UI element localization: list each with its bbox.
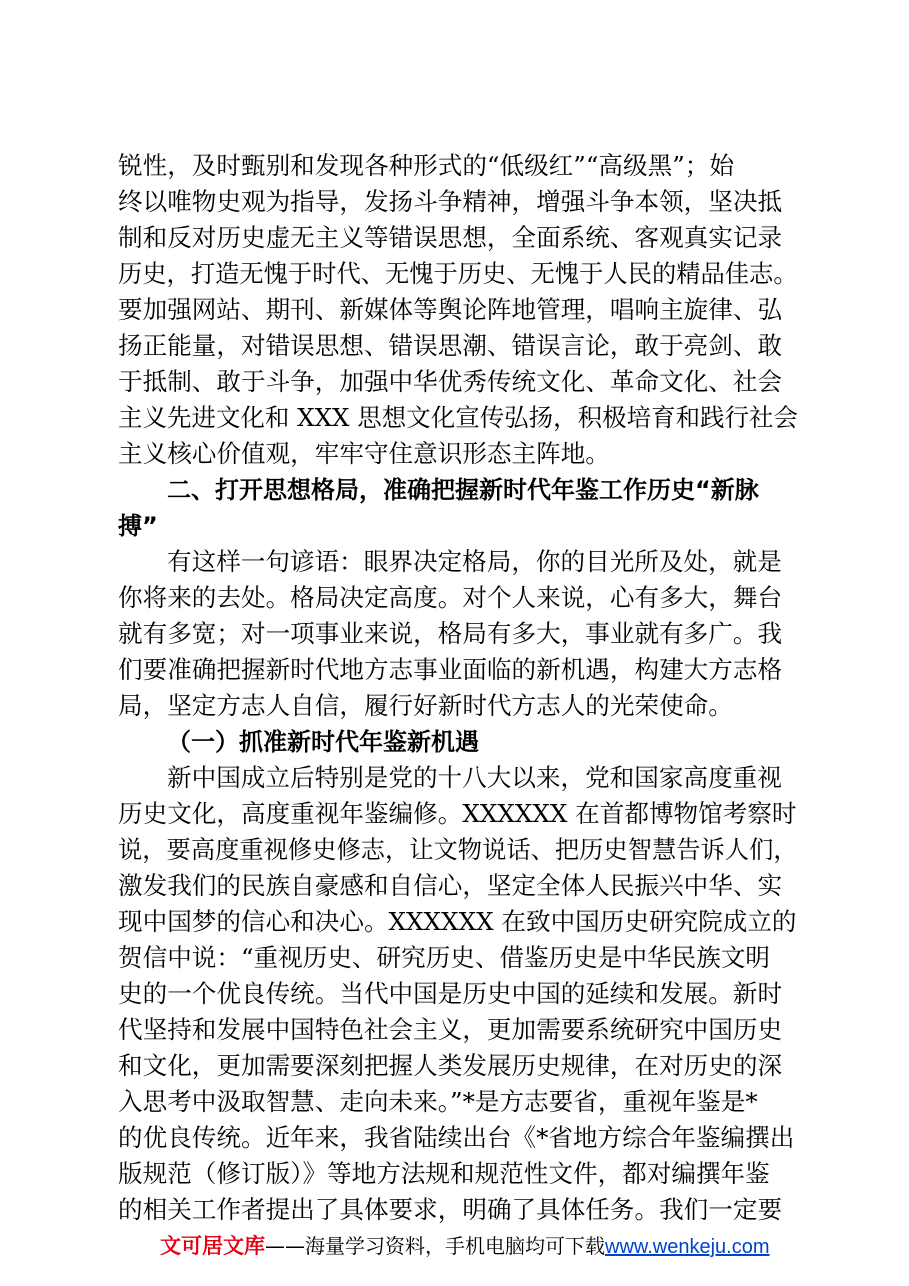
footer-url-link[interactable]: www.wenkeju.com bbox=[605, 1236, 770, 1258]
body-line: 贺信中说：“重视历史、研究历史、借鉴历史是中华民族文明 bbox=[118, 943, 771, 972]
body-line: 和文化，更加需要深刻把握人类发展历史规律，在对历史的深 bbox=[118, 1051, 783, 1080]
body-line: 新中国成立后特别是党的十八大以来，党和国家高度重视 bbox=[167, 763, 782, 792]
body-line: 入思考中汲取智慧、走向未来。”*是方志要省，重视年鉴是* bbox=[118, 1087, 758, 1116]
body-line: 代坚持和发展中国特色社会主义，更加需要系统研究中国历史 bbox=[118, 1015, 783, 1044]
subsection-heading: （一）抓准新时代年鉴新机遇 bbox=[167, 728, 479, 756]
body-line: 制和反对历史虚无主义等错误思想，全面系统、客观真实记录 bbox=[118, 223, 783, 252]
body-line: 主义先进文化和 XXX 思想文化宣传弘扬，积极培育和践行社会 bbox=[118, 403, 799, 432]
body-line: 激发我们的民族自豪感和自信心，坚定全体人民振兴中华、实 bbox=[118, 871, 783, 900]
section-heading-continued: 搏” bbox=[118, 512, 158, 540]
footer-brand: 文可居文库 bbox=[160, 1234, 265, 1258]
footer-tagline: 海量学习资料，手机电脑均可下载 bbox=[305, 1234, 605, 1258]
body-line: 的优良传统。近年来，我省陆续出台《*省地方综合年鉴编撰出 bbox=[118, 1123, 795, 1152]
body-line: 锐性，及时甄别和发现各种形式的“低级红”“高级黑”；始 bbox=[118, 151, 734, 180]
body-line: 版规范（修订版）》等地方法规和规范性文件，都对编撰年鉴 bbox=[118, 1159, 770, 1188]
body-line: 们要准确把握新时代地方志事业面临的新机遇，构建大方志格 bbox=[118, 655, 783, 684]
footer-banner bbox=[160, 1228, 770, 1264]
body-line: 于抵制、敢于斗争，加强中华优秀传统文化、革命文化、社会 bbox=[118, 367, 783, 396]
section-heading: 二、打开思想格局，准确把握新时代年鉴工作历史“新脉 bbox=[167, 476, 759, 504]
body-line: 你将来的去处。格局决定高度。对个人来说，心有多大，舞台 bbox=[118, 583, 783, 612]
body-line: 有这样一句谚语：眼界决定格局，你的目光所及处，就是 bbox=[167, 547, 782, 576]
body-line: 扬正能量，对错误思想、错误思潮、错误言论，敢于亮剑、敢 bbox=[118, 331, 783, 360]
body-line: 说，要高度重视修史修志，让文物说话、把历史智慧告诉人们， bbox=[118, 835, 798, 864]
body-line: 终以唯物史观为指导，发扬斗争精神，增强斗争本领，坚决抵 bbox=[118, 187, 783, 216]
body-line: 的相关工作者提出了具体要求，明确了具体任务。我们一定要 bbox=[118, 1195, 783, 1224]
body-line: 主义核心价值观，牢牢守住意识形态主阵地。 bbox=[118, 439, 610, 468]
body-line: 现中国梦的信心和决心。XXXXXX 在致中国历史研究院成立的 bbox=[118, 907, 797, 936]
footer-dash: —— bbox=[265, 1234, 305, 1258]
body-line: 局，坚定方志人自信，履行好新时代方志人的光荣使命。 bbox=[118, 691, 733, 720]
body-line: 史的一个优良传统。当代中国是历史中国的延续和发展。新时 bbox=[118, 979, 783, 1008]
body-line: 历史文化，高度重视年鉴编修。XXXXXX 在首都博物馆考察时 bbox=[118, 799, 797, 828]
body-line: 就有多宽；对一项事业来说，格局有多大，事业就有多广。我 bbox=[118, 619, 783, 648]
body-line: 历史，打造无愧于时代、无愧于历史、无愧于人民的精品佳志。 bbox=[118, 259, 798, 288]
body-line: 要加强网站、期刊、新媒体等舆论阵地管理，唱响主旋律、弘 bbox=[118, 295, 783, 324]
